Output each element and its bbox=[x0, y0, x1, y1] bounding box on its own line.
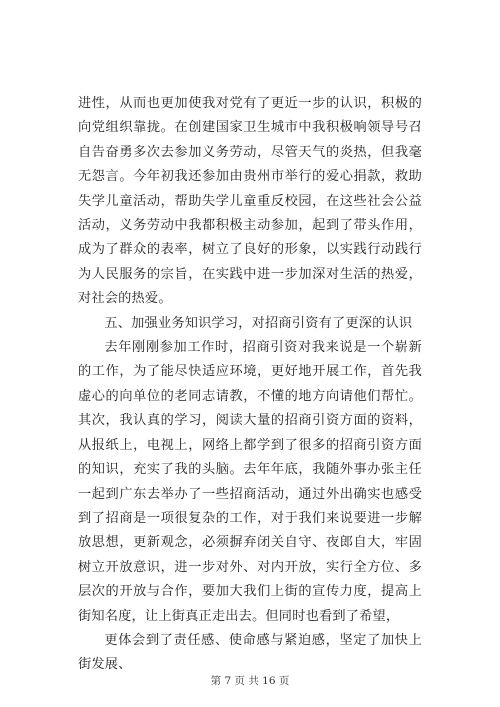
document-body bbox=[78, 92, 422, 678]
paragraph-responsibility: 更体会到了责任感、使命感与紧迫感，坚定了加快上街发展、 bbox=[78, 632, 422, 673]
section-heading: 五、加强业务知识学习，对招商引资有了更深的认识 bbox=[104, 315, 413, 331]
paragraph-investment: 去年刚刚参加工作时，招商引资对我来说是一个崭新的工作，为了能尽快适应环境，更好地开展工作，首先我虚心的向单位的老同志请教，不懂的地方向请他们帮忙。其次，我认真的学习，阅读大量的招商引资方面的资料，从报纸上，电视上，网络上都学到了很多的招商引资方面的知识，充实了我的头脑。去年年底，我随外事办张主任一起到广东去举办了一些招商活动，通过外出确实也感受到了招商是一项很复杂的工作，对于我们来说要进一步解放思想，更新观念，必须摒弃闭关自守、夜郎自大，牢固树立开放意识，进一步对外、对内开放，实行全方位、多层次的开放与合作，要加大我们上街的宣传力度，提高上街知名度，让上街真正走出去。但同时也看到了希望， bbox=[78, 340, 422, 624]
paragraph-continued: 进性，从而也更加使我对党有了更近一步的认识，积极的向党组织靠拢。在创建国家卫生城市中我积极响领导号召自告奋勇多次去参加义务劳动，尽管天气的炎热，但我毫无怨言。今年初我还参加由贵州市举行的爱心捐款，救助失学儿童活动，帮助失学儿童重反校园，在这些社会公益活动，义务劳动中我都积极主动参加，起到了带头作用，成为了群众的表率，树立了良好的形象，以实践行动践行为人民服务的宗旨，在实践中进一步加深对生活的热爱，对社会的热爱。 bbox=[78, 96, 422, 307]
page-footer: 第 7 页 共 16 页 bbox=[210, 675, 290, 687]
